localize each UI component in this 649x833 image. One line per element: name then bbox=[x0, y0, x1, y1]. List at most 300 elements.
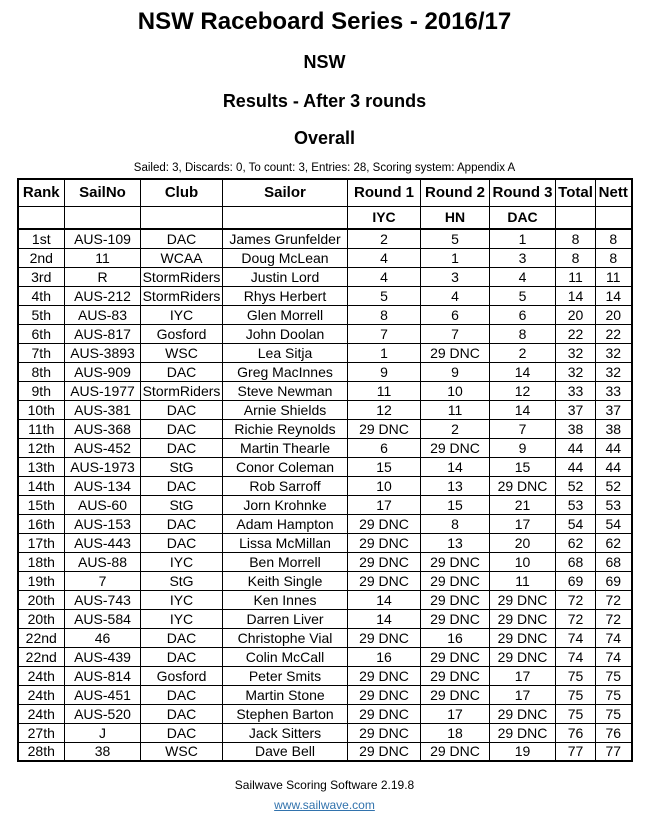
region-title: NSW bbox=[303, 52, 346, 72]
cell-round2: 18 bbox=[421, 723, 490, 742]
cell-round1: 16 bbox=[348, 647, 421, 666]
cell-nett: 44 bbox=[596, 438, 632, 457]
cell-sailno: AUS-1977 bbox=[65, 381, 141, 400]
cell-sailor: Steve Newman bbox=[223, 381, 348, 400]
cell-round2: 29 DNC bbox=[421, 685, 490, 704]
cell-round2: 7 bbox=[421, 324, 490, 343]
table-row bbox=[18, 723, 632, 742]
cell-club: Gosford bbox=[141, 666, 223, 685]
cell-sailno: AUS-743 bbox=[65, 590, 141, 609]
cell-total: 44 bbox=[556, 457, 596, 476]
cell-sailor: Arnie Shields bbox=[223, 400, 348, 419]
cell-round3: 29 DNC bbox=[490, 628, 556, 647]
cell-round1: 15 bbox=[348, 457, 421, 476]
cell-round2: 9 bbox=[421, 362, 490, 381]
cell-sailno: R bbox=[65, 267, 141, 286]
cell-round3: 5 bbox=[490, 286, 556, 305]
cell-nett: 38 bbox=[596, 419, 632, 438]
venue-round2: HN bbox=[421, 206, 490, 229]
table-row bbox=[18, 571, 632, 590]
cell-sailor: Jorn Krohnke bbox=[223, 495, 348, 514]
cell-round1: 9 bbox=[348, 362, 421, 381]
cell-sailno: AUS-584 bbox=[65, 609, 141, 628]
table-row bbox=[18, 590, 632, 609]
cell-total: 75 bbox=[556, 685, 596, 704]
cell-rank: 7th bbox=[18, 343, 65, 362]
cell-rank: 11th bbox=[18, 419, 65, 438]
cell-rank: 13th bbox=[18, 457, 65, 476]
cell-round1: 29 DNC bbox=[348, 704, 421, 723]
cell-round2: 29 DNC bbox=[421, 666, 490, 685]
cell-sailno: AUS-83 bbox=[65, 305, 141, 324]
results-round-title: Results - After 3 rounds bbox=[222, 91, 427, 111]
cell-club: DAC bbox=[141, 419, 223, 438]
cell-sailor: Stephen Barton bbox=[223, 704, 348, 723]
cell-nett: 68 bbox=[596, 552, 632, 571]
cell-sailno: AUS-443 bbox=[65, 533, 141, 552]
cell-round2: 3 bbox=[421, 267, 490, 286]
cell-club: DAC bbox=[141, 229, 223, 248]
cell-round1: 7 bbox=[348, 324, 421, 343]
cell-nett: 75 bbox=[596, 704, 632, 723]
cell-round1: 2 bbox=[348, 229, 421, 248]
table-row bbox=[18, 514, 632, 533]
cell-sailno: AUS-153 bbox=[65, 514, 141, 533]
cell-sailno: AUS-817 bbox=[65, 324, 141, 343]
page-title: NSW Raceboard Series - 2016/17 bbox=[137, 8, 512, 35]
cell-round3: 4 bbox=[490, 267, 556, 286]
cell-sailor: Ken Innes bbox=[223, 590, 348, 609]
cell-round2: 16 bbox=[421, 628, 490, 647]
cell-round1: 10 bbox=[348, 476, 421, 495]
cell-round3: 11 bbox=[490, 571, 556, 590]
cell-round2: 17 bbox=[421, 704, 490, 723]
cell-club: StG bbox=[141, 457, 223, 476]
cell-total: 68 bbox=[556, 552, 596, 571]
cell-sailor: Ben Morrell bbox=[223, 552, 348, 571]
sailwave-link[interactable]: www.sailwave.com bbox=[274, 798, 375, 812]
cell-rank: 20th bbox=[18, 609, 65, 628]
cell-club: DAC bbox=[141, 533, 223, 552]
cell-sailno: 7 bbox=[65, 571, 141, 590]
cell-club: StG bbox=[141, 495, 223, 514]
cell-rank: 8th bbox=[18, 362, 65, 381]
cell-club: DAC bbox=[141, 723, 223, 742]
table-row bbox=[18, 609, 632, 628]
cell-round2: 1 bbox=[421, 248, 490, 267]
cell-nett: 53 bbox=[596, 495, 632, 514]
cell-club: WCAA bbox=[141, 248, 223, 267]
cell-total: 32 bbox=[556, 362, 596, 381]
cell-round3: 14 bbox=[490, 362, 556, 381]
cell-round2: 5 bbox=[421, 229, 490, 248]
cell-sailno: AUS-3893 bbox=[65, 343, 141, 362]
cell-total: 53 bbox=[556, 495, 596, 514]
venue-blank-club bbox=[141, 206, 223, 229]
table-row bbox=[18, 343, 632, 362]
cell-round2: 13 bbox=[421, 476, 490, 495]
cell-round3: 6 bbox=[490, 305, 556, 324]
cell-round2: 29 DNC bbox=[421, 590, 490, 609]
cell-round3: 17 bbox=[490, 514, 556, 533]
cell-club: StormRiders bbox=[141, 381, 223, 400]
cell-round1: 14 bbox=[348, 590, 421, 609]
cell-nett: 75 bbox=[596, 685, 632, 704]
cell-sailno: AUS-60 bbox=[65, 495, 141, 514]
section-title: Overall bbox=[293, 128, 356, 148]
table-row bbox=[18, 552, 632, 571]
cell-club: DAC bbox=[141, 362, 223, 381]
cell-rank: 22nd bbox=[18, 628, 65, 647]
cell-club: StG bbox=[141, 571, 223, 590]
cell-sailor: Darren Liver bbox=[223, 609, 348, 628]
cell-rank: 4th bbox=[18, 286, 65, 305]
cell-sailno: AUS-368 bbox=[65, 419, 141, 438]
cell-sailor: Lea Sitja bbox=[223, 343, 348, 362]
cell-nett: 14 bbox=[596, 286, 632, 305]
cell-total: 76 bbox=[556, 723, 596, 742]
cell-round3: 21 bbox=[490, 495, 556, 514]
cell-nett: 22 bbox=[596, 324, 632, 343]
cell-total: 20 bbox=[556, 305, 596, 324]
cell-round3: 12 bbox=[490, 381, 556, 400]
cell-total: 32 bbox=[556, 343, 596, 362]
cell-club: WSC bbox=[141, 343, 223, 362]
venue-blank-total bbox=[556, 206, 596, 229]
cell-rank: 24th bbox=[18, 685, 65, 704]
software-credit: Sailwave Scoring Software 2.19.8 bbox=[234, 778, 415, 792]
cell-sailor: Justin Lord bbox=[223, 267, 348, 286]
cell-round1: 29 DNC bbox=[348, 685, 421, 704]
cell-total: 54 bbox=[556, 514, 596, 533]
cell-sailor: Adam Hampton bbox=[223, 514, 348, 533]
cell-total: 74 bbox=[556, 628, 596, 647]
cell-sailor: Keith Single bbox=[223, 571, 348, 590]
cell-club: IYC bbox=[141, 590, 223, 609]
cell-rank: 24th bbox=[18, 704, 65, 723]
cell-round2: 13 bbox=[421, 533, 490, 552]
cell-round1: 12 bbox=[348, 400, 421, 419]
cell-rank: 3rd bbox=[18, 267, 65, 286]
cell-round2: 10 bbox=[421, 381, 490, 400]
cell-sailor: Jack Sitters bbox=[223, 723, 348, 742]
cell-nett: 8 bbox=[596, 248, 632, 267]
cell-total: 22 bbox=[556, 324, 596, 343]
cell-rank: 20th bbox=[18, 590, 65, 609]
cell-sailor: Glen Morrell bbox=[223, 305, 348, 324]
table-row bbox=[18, 533, 632, 552]
table-row bbox=[18, 666, 632, 685]
cell-nett: 76 bbox=[596, 723, 632, 742]
cell-nett: 72 bbox=[596, 590, 632, 609]
footer-link-wrap bbox=[0, 797, 649, 813]
cell-nett: 11 bbox=[596, 267, 632, 286]
column-header-rank: Rank bbox=[18, 179, 65, 206]
cell-round1: 29 DNC bbox=[348, 666, 421, 685]
venue-blank-sailno bbox=[65, 206, 141, 229]
cell-round2: 29 DNC bbox=[421, 742, 490, 761]
cell-nett: 75 bbox=[596, 666, 632, 685]
cell-total: 75 bbox=[556, 666, 596, 685]
cell-round2: 29 DNC bbox=[421, 609, 490, 628]
cell-nett: 32 bbox=[596, 343, 632, 362]
cell-rank: 27th bbox=[18, 723, 65, 742]
cell-rank: 18th bbox=[18, 552, 65, 571]
cell-round2: 6 bbox=[421, 305, 490, 324]
cell-club: DAC bbox=[141, 685, 223, 704]
table-row bbox=[18, 229, 632, 248]
cell-rank: 24th bbox=[18, 666, 65, 685]
cell-round3: 1 bbox=[490, 229, 556, 248]
cell-club: DAC bbox=[141, 647, 223, 666]
table-row bbox=[18, 647, 632, 666]
column-header-total: Total bbox=[556, 179, 596, 206]
cell-round1: 29 DNC bbox=[348, 552, 421, 571]
cell-sailno: 11 bbox=[65, 248, 141, 267]
cell-round2: 29 DNC bbox=[421, 343, 490, 362]
column-header-row bbox=[18, 179, 632, 206]
results-table bbox=[17, 178, 633, 762]
cell-round3: 9 bbox=[490, 438, 556, 457]
cell-nett: 44 bbox=[596, 457, 632, 476]
cell-round3: 29 DNC bbox=[490, 609, 556, 628]
table-row bbox=[18, 381, 632, 400]
cell-round2: 29 DNC bbox=[421, 571, 490, 590]
cell-round2: 4 bbox=[421, 286, 490, 305]
cell-total: 11 bbox=[556, 267, 596, 286]
cell-nett: 72 bbox=[596, 609, 632, 628]
cell-total: 44 bbox=[556, 438, 596, 457]
table-row bbox=[18, 400, 632, 419]
cell-round1: 6 bbox=[348, 438, 421, 457]
cell-nett: 74 bbox=[596, 647, 632, 666]
cell-round1: 29 DNC bbox=[348, 742, 421, 761]
cell-total: 8 bbox=[556, 229, 596, 248]
cell-round2: 29 DNC bbox=[421, 552, 490, 571]
column-header-round3: Round 3 bbox=[490, 179, 556, 206]
cell-sailno: AUS-520 bbox=[65, 704, 141, 723]
table-row bbox=[18, 286, 632, 305]
cell-nett: 8 bbox=[596, 229, 632, 248]
table-row bbox=[18, 685, 632, 704]
cell-sailor: James Grunfelder bbox=[223, 229, 348, 248]
cell-sailno: AUS-88 bbox=[65, 552, 141, 571]
cell-total: 72 bbox=[556, 590, 596, 609]
cell-rank: 2nd bbox=[18, 248, 65, 267]
cell-round1: 29 DNC bbox=[348, 419, 421, 438]
cell-sailor: Martin Thearle bbox=[223, 438, 348, 457]
cell-rank: 6th bbox=[18, 324, 65, 343]
cell-round3: 20 bbox=[490, 533, 556, 552]
cell-sailor: Colin McCall bbox=[223, 647, 348, 666]
cell-club: DAC bbox=[141, 476, 223, 495]
cell-round3: 10 bbox=[490, 552, 556, 571]
cell-round3: 17 bbox=[490, 685, 556, 704]
cell-sailor: Christophe Vial bbox=[223, 628, 348, 647]
cell-sailno: J bbox=[65, 723, 141, 742]
footer bbox=[0, 777, 649, 813]
cell-round3: 7 bbox=[490, 419, 556, 438]
venue-round1: IYC bbox=[348, 206, 421, 229]
cell-total: 77 bbox=[556, 742, 596, 761]
cell-rank: 28th bbox=[18, 742, 65, 761]
cell-club: StormRiders bbox=[141, 286, 223, 305]
table-row bbox=[18, 362, 632, 381]
cell-total: 38 bbox=[556, 419, 596, 438]
table-row bbox=[18, 704, 632, 723]
cell-sailor: Lissa McMillan bbox=[223, 533, 348, 552]
cell-nett: 77 bbox=[596, 742, 632, 761]
cell-club: IYC bbox=[141, 609, 223, 628]
cell-round2: 2 bbox=[421, 419, 490, 438]
column-header-sailor: Sailor bbox=[223, 179, 348, 206]
cell-round2: 15 bbox=[421, 495, 490, 514]
cell-round3: 29 DNC bbox=[490, 723, 556, 742]
cell-rank: 17th bbox=[18, 533, 65, 552]
cell-round3: 29 DNC bbox=[490, 476, 556, 495]
cell-club: IYC bbox=[141, 552, 223, 571]
cell-round3: 2 bbox=[490, 343, 556, 362]
cell-total: 33 bbox=[556, 381, 596, 400]
cell-sailor: Dave Bell bbox=[223, 742, 348, 761]
cell-rank: 16th bbox=[18, 514, 65, 533]
cell-sailor: Richie Reynolds bbox=[223, 419, 348, 438]
cell-round3: 29 DNC bbox=[490, 590, 556, 609]
cell-round3: 19 bbox=[490, 742, 556, 761]
cell-club: DAC bbox=[141, 400, 223, 419]
cell-club: IYC bbox=[141, 305, 223, 324]
cell-nett: 54 bbox=[596, 514, 632, 533]
cell-round3: 29 DNC bbox=[490, 647, 556, 666]
cell-round3: 17 bbox=[490, 666, 556, 685]
table-row bbox=[18, 248, 632, 267]
cell-club: DAC bbox=[141, 514, 223, 533]
venue-round3: DAC bbox=[490, 206, 556, 229]
column-header-club: Club bbox=[141, 179, 223, 206]
cell-round2: 29 DNC bbox=[421, 647, 490, 666]
cell-nett: 20 bbox=[596, 305, 632, 324]
table-row bbox=[18, 305, 632, 324]
cell-total: 72 bbox=[556, 609, 596, 628]
cell-sailor: Rhys Herbert bbox=[223, 286, 348, 305]
table-row bbox=[18, 324, 632, 343]
cell-round1: 1 bbox=[348, 343, 421, 362]
cell-club: StormRiders bbox=[141, 267, 223, 286]
cell-sailno: 46 bbox=[65, 628, 141, 647]
venue-blank-sailor bbox=[223, 206, 348, 229]
column-header-sailno: SailNo bbox=[65, 179, 141, 206]
cell-sailor: Martin Stone bbox=[223, 685, 348, 704]
cell-total: 8 bbox=[556, 248, 596, 267]
cell-round3: 3 bbox=[490, 248, 556, 267]
cell-rank: 12th bbox=[18, 438, 65, 457]
cell-nett: 52 bbox=[596, 476, 632, 495]
cell-club: DAC bbox=[141, 438, 223, 457]
cell-total: 75 bbox=[556, 704, 596, 723]
cell-round3: 14 bbox=[490, 400, 556, 419]
cell-club: DAC bbox=[141, 704, 223, 723]
cell-nett: 69 bbox=[596, 571, 632, 590]
cell-round1: 17 bbox=[348, 495, 421, 514]
cell-round2: 8 bbox=[421, 514, 490, 533]
cell-round2: 14 bbox=[421, 457, 490, 476]
cell-nett: 37 bbox=[596, 400, 632, 419]
series-summary: Sailed: 3, Discards: 0, To count: 3, Entries: 28, Scoring system: Appendix A bbox=[133, 162, 516, 174]
cell-round3: 15 bbox=[490, 457, 556, 476]
cell-club: Gosford bbox=[141, 324, 223, 343]
cell-sailno: AUS-109 bbox=[65, 229, 141, 248]
table-row bbox=[18, 457, 632, 476]
cell-round1: 29 DNC bbox=[348, 571, 421, 590]
column-header-round2: Round 2 bbox=[421, 179, 490, 206]
venue-header-row bbox=[18, 206, 632, 229]
cell-total: 52 bbox=[556, 476, 596, 495]
cell-sailno: AUS-134 bbox=[65, 476, 141, 495]
cell-round1: 29 DNC bbox=[348, 533, 421, 552]
cell-rank: 15th bbox=[18, 495, 65, 514]
cell-round1: 8 bbox=[348, 305, 421, 324]
cell-sailor: Rob Sarroff bbox=[223, 476, 348, 495]
cell-sailor: John Doolan bbox=[223, 324, 348, 343]
cell-nett: 74 bbox=[596, 628, 632, 647]
cell-round1: 29 DNC bbox=[348, 628, 421, 647]
cell-rank: 5th bbox=[18, 305, 65, 324]
cell-total: 37 bbox=[556, 400, 596, 419]
cell-sailor: Doug McLean bbox=[223, 248, 348, 267]
table-row bbox=[18, 742, 632, 761]
cell-round3: 8 bbox=[490, 324, 556, 343]
cell-sailno: AUS-451 bbox=[65, 685, 141, 704]
cell-rank: 1st bbox=[18, 229, 65, 248]
table-row bbox=[18, 438, 632, 457]
cell-club: DAC bbox=[141, 628, 223, 647]
cell-sailno: AUS-814 bbox=[65, 666, 141, 685]
cell-round1: 29 DNC bbox=[348, 723, 421, 742]
cell-nett: 62 bbox=[596, 533, 632, 552]
column-header-round1: Round 1 bbox=[348, 179, 421, 206]
cell-total: 74 bbox=[556, 647, 596, 666]
table-row bbox=[18, 267, 632, 286]
cell-total: 69 bbox=[556, 571, 596, 590]
cell-sailno: AUS-1973 bbox=[65, 457, 141, 476]
table-row bbox=[18, 419, 632, 438]
table-row bbox=[18, 495, 632, 514]
cell-rank: 19th bbox=[18, 571, 65, 590]
cell-round1: 29 DNC bbox=[348, 514, 421, 533]
cell-rank: 10th bbox=[18, 400, 65, 419]
cell-rank: 22nd bbox=[18, 647, 65, 666]
cell-round1: 4 bbox=[348, 248, 421, 267]
cell-round3: 29 DNC bbox=[490, 704, 556, 723]
results-table-body bbox=[18, 229, 632, 761]
cell-total: 14 bbox=[556, 286, 596, 305]
cell-total: 62 bbox=[556, 533, 596, 552]
cell-round1: 5 bbox=[348, 286, 421, 305]
column-header-nett: Nett bbox=[596, 179, 632, 206]
cell-sailno: AUS-381 bbox=[65, 400, 141, 419]
cell-rank: 14th bbox=[18, 476, 65, 495]
cell-sailno: AUS-909 bbox=[65, 362, 141, 381]
cell-round1: 14 bbox=[348, 609, 421, 628]
cell-round1: 11 bbox=[348, 381, 421, 400]
cell-sailno: AUS-439 bbox=[65, 647, 141, 666]
cell-sailor: Greg MacInnes bbox=[223, 362, 348, 381]
cell-sailor: Peter Smits bbox=[223, 666, 348, 685]
cell-sailor: Conor Coleman bbox=[223, 457, 348, 476]
cell-sailno: 38 bbox=[65, 742, 141, 761]
cell-round1: 4 bbox=[348, 267, 421, 286]
cell-sailno: AUS-452 bbox=[65, 438, 141, 457]
